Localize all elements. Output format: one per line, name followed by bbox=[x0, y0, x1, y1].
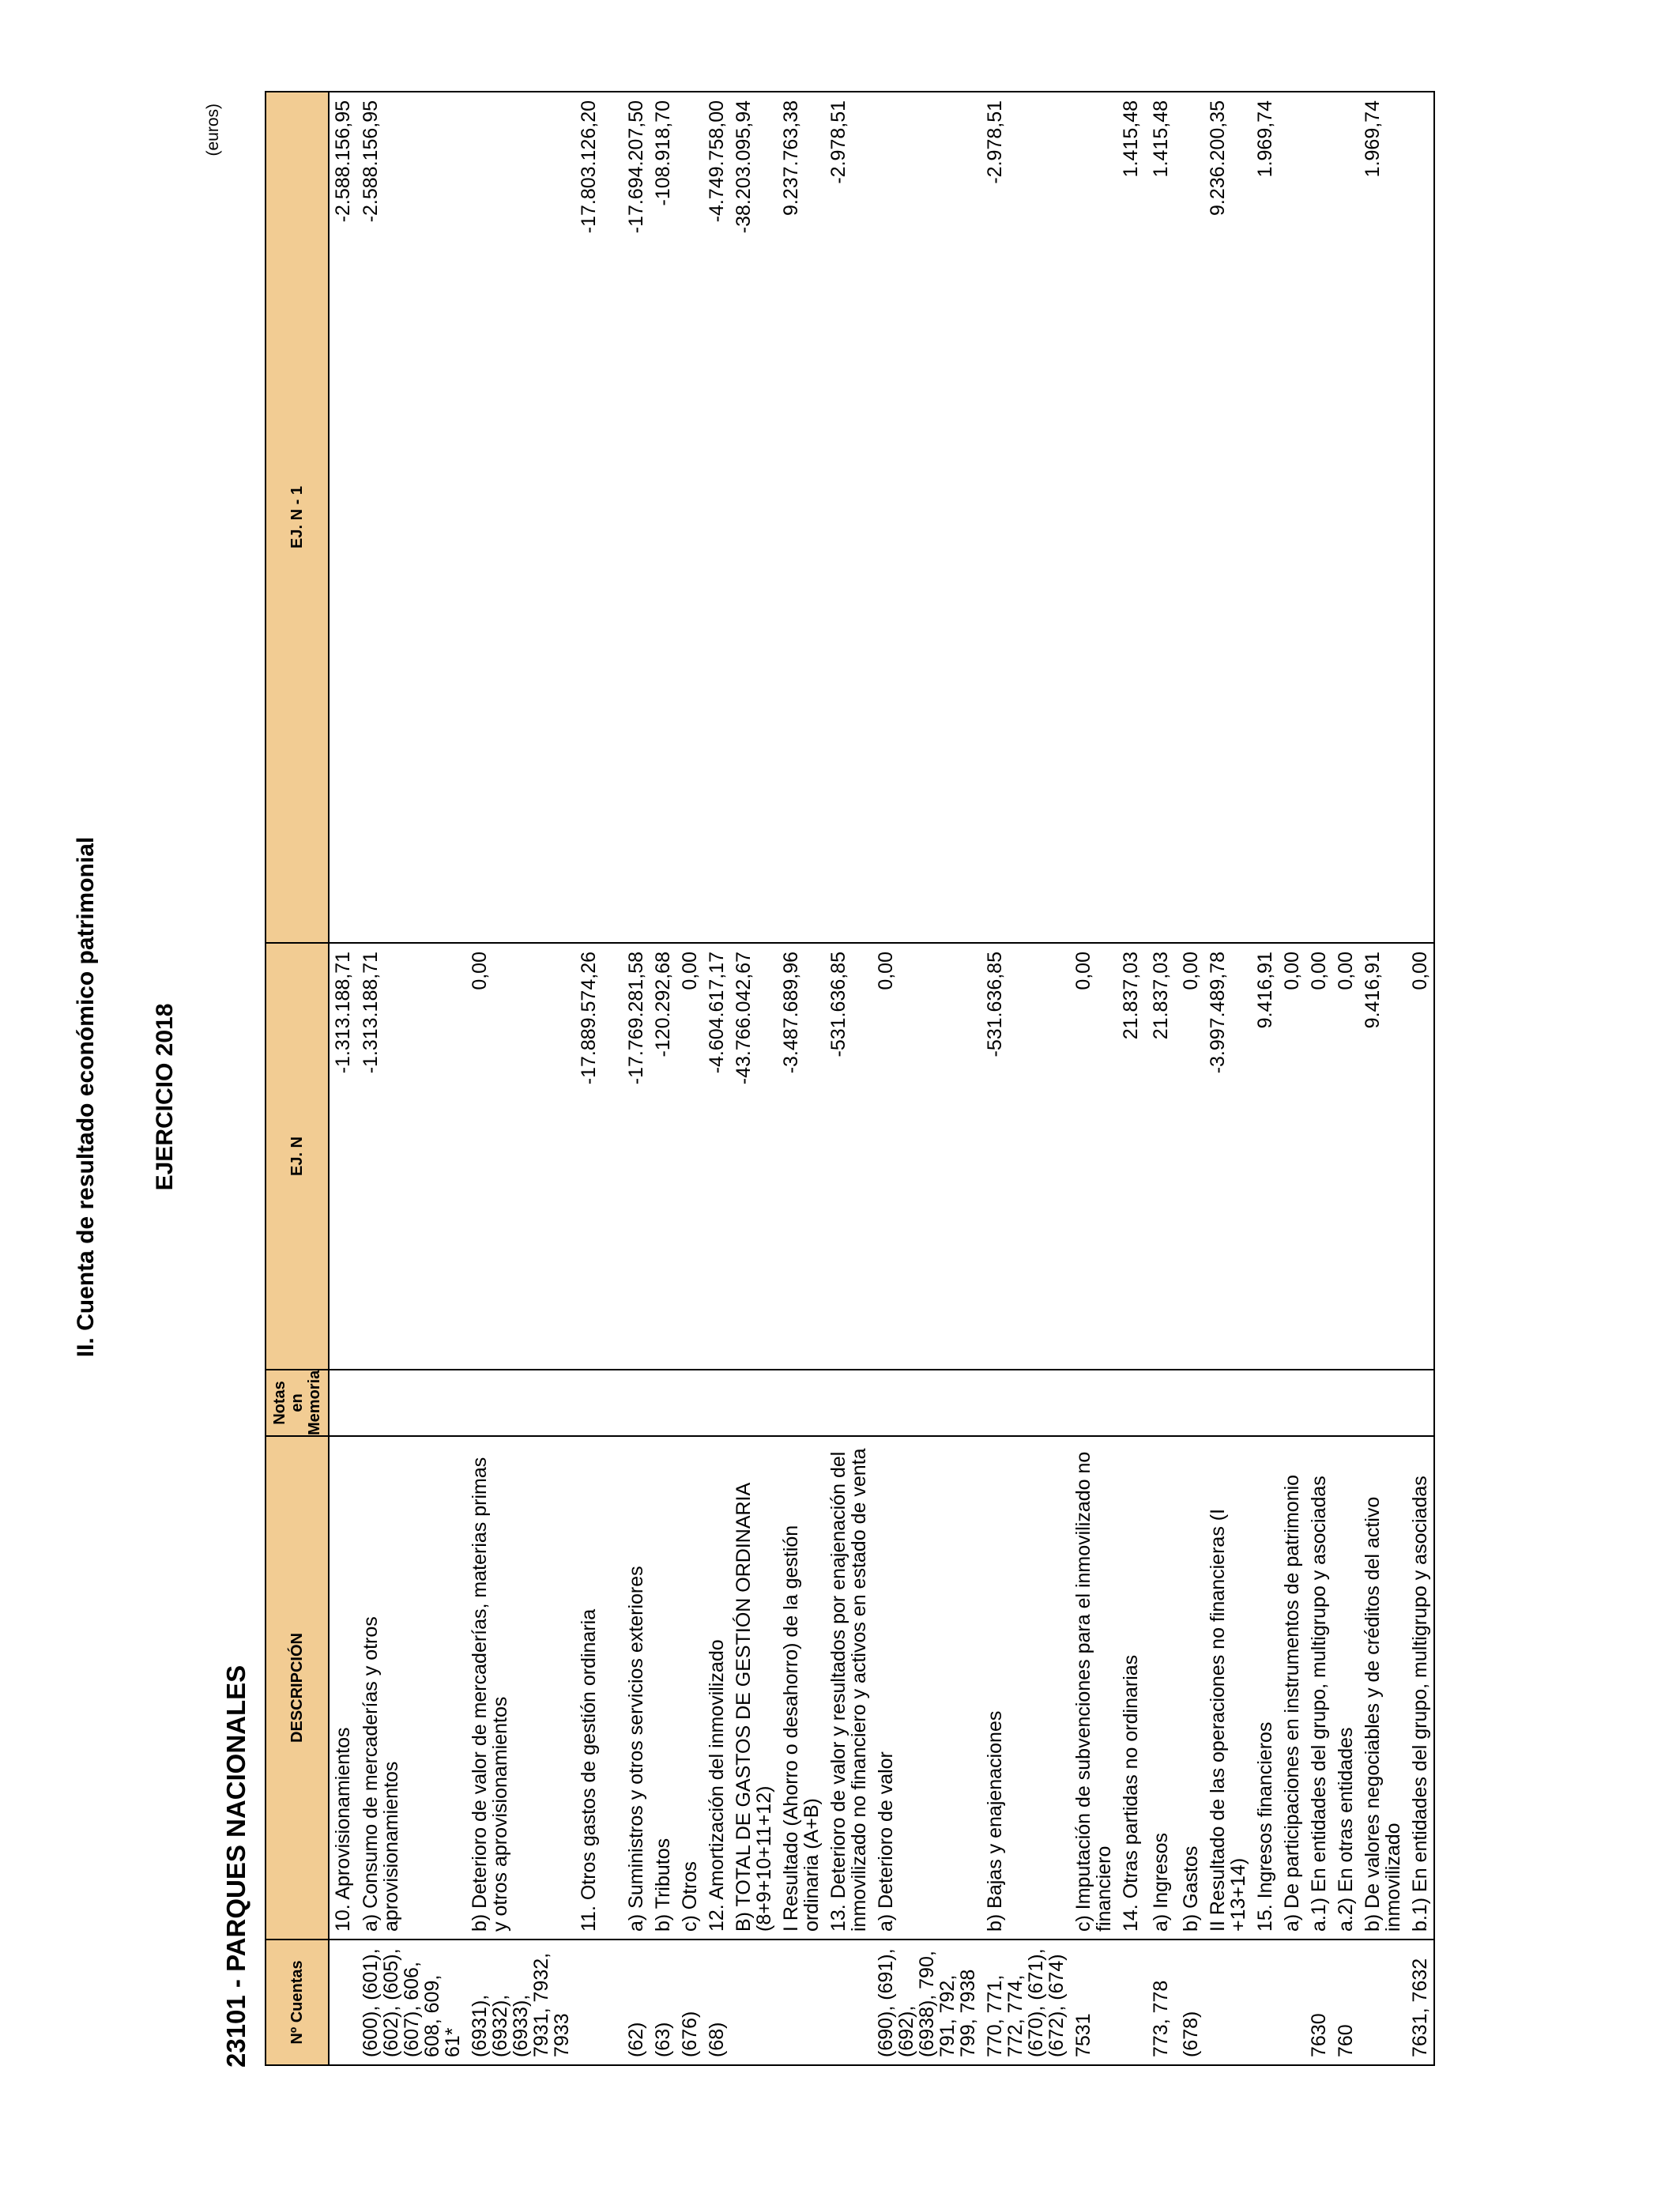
cell-accounts: 7531 bbox=[1070, 1940, 1117, 2065]
cell-accounts: (600), (601), (602), (605), (607), 606, 608, 609, 61* bbox=[357, 1940, 466, 2065]
cell-current: -1.313.188,71 bbox=[329, 943, 357, 1370]
cell-accounts: 7631, 7632 bbox=[1407, 1940, 1434, 2065]
cell-description: II Resultado de las operaciones no financieras (I +13+14) bbox=[1204, 1436, 1252, 1940]
cell-description: c) Otros bbox=[676, 1436, 703, 1940]
document-title: II. Cuenta de resultado económico patrimonial bbox=[73, 836, 99, 1358]
cell-accounts: (62) bbox=[623, 1940, 650, 2065]
cell-previous: -17.694.207,50 bbox=[623, 92, 650, 943]
cell-previous: 1.969,74 bbox=[1359, 92, 1407, 943]
cell-notes bbox=[703, 1370, 730, 1436]
cell-previous: -4.749.758,00 bbox=[703, 92, 730, 943]
table-row bbox=[1305, 92, 1332, 2065]
cell-accounts: (676) bbox=[676, 1940, 703, 2065]
cell-notes bbox=[778, 1370, 825, 1436]
cell-previous: 9.237.763,38 bbox=[778, 92, 825, 943]
cell-accounts: (63) bbox=[650, 1940, 676, 2065]
table-row bbox=[676, 92, 703, 2065]
cell-accounts bbox=[1279, 1940, 1305, 2065]
table-row bbox=[1204, 92, 1252, 2065]
cell-description: a) Deterioro de valor bbox=[872, 1436, 981, 1940]
cell-description: b) Deterioro de valor de mercaderías, materias primas y otros aprovisionamientos bbox=[466, 1436, 575, 1940]
table-row bbox=[730, 92, 778, 2065]
col-header-notes bbox=[266, 1370, 329, 1436]
cell-notes bbox=[981, 1370, 1070, 1436]
cell-notes bbox=[825, 1370, 872, 1436]
exercise-year: EJERCICIO 2018 bbox=[152, 1003, 178, 1191]
cell-description: b.1) En entidades del grupo, multigrupo y asociadas bbox=[1407, 1436, 1434, 1940]
cell-accounts: 770, 771, 772, 774, (670), (671), (672), (674) bbox=[981, 1940, 1070, 2065]
cell-current: 9.416,91 bbox=[1359, 943, 1407, 1370]
table-row bbox=[1177, 92, 1204, 2065]
cell-description: 10. Aprovisionamientos bbox=[329, 1436, 357, 1940]
cell-current: 0,00 bbox=[1279, 943, 1305, 1370]
cell-current: -43.766.042,67 bbox=[730, 943, 778, 1370]
cell-notes bbox=[1177, 1370, 1204, 1436]
col-header-accounts: Nº Cuentas bbox=[266, 1940, 329, 2065]
col-header-description: DESCRIPCIÓN bbox=[266, 1436, 329, 1940]
cell-current: 0,00 bbox=[1070, 943, 1117, 1370]
cell-notes bbox=[1359, 1370, 1407, 1436]
cell-notes bbox=[1070, 1370, 1117, 1436]
table-row bbox=[466, 92, 575, 2065]
cell-accounts bbox=[1252, 1940, 1279, 2065]
cell-notes bbox=[329, 1370, 357, 1436]
cell-previous bbox=[872, 92, 981, 943]
cell-previous bbox=[1305, 92, 1332, 943]
cell-notes bbox=[1305, 1370, 1332, 1436]
cell-previous bbox=[1279, 92, 1305, 943]
col-header-notes-line2: Memoria bbox=[306, 1370, 323, 1435]
cell-description: 14. Otras partidas no ordinarias bbox=[1117, 1436, 1147, 1940]
table-row bbox=[1359, 92, 1407, 2065]
col-header-notes-line1: Notas en bbox=[271, 1381, 306, 1425]
cell-current: 0,00 bbox=[466, 943, 575, 1370]
cell-current: 0,00 bbox=[1332, 943, 1359, 1370]
table-row bbox=[1407, 92, 1434, 2065]
cell-description: c) Imputación de subvenciones para el inmovilizado no financiero bbox=[1070, 1436, 1117, 1940]
cell-accounts bbox=[825, 1940, 872, 2065]
cell-previous bbox=[1332, 92, 1359, 943]
cell-description: B) TOTAL DE GASTOS DE GESTIÓN ORDINARIA (8+9+10+11+12) bbox=[730, 1436, 778, 1940]
cell-accounts: 773, 778 bbox=[1147, 1940, 1177, 2065]
cell-notes bbox=[1147, 1370, 1177, 1436]
cell-accounts: 7630 bbox=[1305, 1940, 1332, 2065]
table-row bbox=[1252, 92, 1279, 2065]
cell-current: -531.636,85 bbox=[825, 943, 872, 1370]
cell-description: b) Gastos bbox=[1177, 1436, 1204, 1940]
cell-accounts bbox=[1204, 1940, 1252, 2065]
table-row bbox=[1117, 92, 1147, 2065]
cell-description: a.1) En entidades del grupo, multigrupo y asociadas bbox=[1305, 1436, 1332, 1940]
cell-notes bbox=[1117, 1370, 1147, 1436]
cell-notes bbox=[676, 1370, 703, 1436]
cell-accounts bbox=[1117, 1940, 1147, 2065]
table-row bbox=[623, 92, 650, 2065]
cell-notes bbox=[623, 1370, 650, 1436]
cell-notes bbox=[1279, 1370, 1305, 1436]
cell-notes bbox=[730, 1370, 778, 1436]
cell-previous bbox=[1177, 92, 1204, 943]
cell-notes bbox=[575, 1370, 623, 1436]
cell-description: b) Bajas y enajenaciones bbox=[981, 1436, 1070, 1940]
cell-previous: 1.969,74 bbox=[1252, 92, 1279, 943]
table-row bbox=[1279, 92, 1305, 2065]
cell-current: 21.837,03 bbox=[1117, 943, 1147, 1370]
cell-previous: -2.588.156,95 bbox=[357, 92, 466, 943]
cell-previous: -2.588.156,95 bbox=[329, 92, 357, 943]
cell-description: a) De participaciones en instrumentos de patrimonio bbox=[1279, 1436, 1305, 1940]
table-row bbox=[575, 92, 623, 2065]
cell-accounts bbox=[730, 1940, 778, 2065]
cell-accounts: (68) bbox=[703, 1940, 730, 2065]
table-row bbox=[872, 92, 981, 2065]
cell-notes bbox=[872, 1370, 981, 1436]
cell-current: -3.997.489,78 bbox=[1204, 943, 1252, 1370]
cell-current: -17.769.281,58 bbox=[623, 943, 650, 1370]
income-statement-table bbox=[265, 91, 1435, 2066]
table-row bbox=[1332, 92, 1359, 2065]
cell-previous: -2.978,51 bbox=[825, 92, 872, 943]
cell-accounts: (690), (691), (692), (6938), 790, 791, 792, 799, 7938 bbox=[872, 1940, 981, 2065]
cell-notes bbox=[1407, 1370, 1434, 1436]
cell-notes bbox=[1252, 1370, 1279, 1436]
table-row bbox=[357, 92, 466, 2065]
table-row bbox=[1070, 92, 1117, 2065]
cell-notes bbox=[466, 1370, 575, 1436]
header-row bbox=[266, 92, 329, 2065]
cell-previous: 1.415,48 bbox=[1117, 92, 1147, 943]
cell-accounts bbox=[329, 1940, 357, 2065]
col-header-current-year: EJ. N bbox=[266, 943, 329, 1370]
cell-accounts bbox=[575, 1940, 623, 2065]
cell-notes bbox=[650, 1370, 676, 1436]
cell-description: a) Ingresos bbox=[1147, 1436, 1177, 1940]
table-body bbox=[329, 92, 1434, 2065]
table-row bbox=[650, 92, 676, 2065]
cell-description: b) Tributos bbox=[650, 1436, 676, 1940]
cell-description: 12. Amortización del inmovilizado bbox=[703, 1436, 730, 1940]
currency-units: (euros) bbox=[204, 104, 222, 156]
cell-current: 0,00 bbox=[1407, 943, 1434, 1370]
cell-description: b) De valores negociables y de créditos del activo inmovilizado bbox=[1359, 1436, 1407, 1940]
cell-current: 0,00 bbox=[1305, 943, 1332, 1370]
cell-current: 0,00 bbox=[676, 943, 703, 1370]
cell-description: 11. Otros gastos de gestión ordinaria bbox=[575, 1436, 623, 1940]
cell-previous: 1.415,48 bbox=[1147, 92, 1177, 943]
cell-accounts: (6931), (6932), (6933), 7931, 7932, 7933 bbox=[466, 1940, 575, 2065]
cell-description: a) Suministros y otros servicios exteriores bbox=[623, 1436, 650, 1940]
cell-description: 13. Deterioro de valor y resultados por enajenación del inmovilizado no financiero y activos en estado de venta bbox=[825, 1436, 872, 1940]
cell-description: a) Consumo de mercaderías y otros aprovisionamientos bbox=[357, 1436, 466, 1940]
table-row bbox=[1147, 92, 1177, 2065]
cell-current: -3.487.689,96 bbox=[778, 943, 825, 1370]
cell-previous bbox=[676, 92, 703, 943]
cell-accounts: (678) bbox=[1177, 1940, 1204, 2065]
cell-previous: -38.203.095,94 bbox=[730, 92, 778, 943]
cell-current: 21.837,03 bbox=[1147, 943, 1177, 1370]
cell-previous bbox=[1070, 92, 1117, 943]
cell-current: -4.604.617,17 bbox=[703, 943, 730, 1370]
entity-name: 23101 - PARQUES NACIONALES bbox=[221, 1664, 250, 2068]
cell-previous: -108.918,70 bbox=[650, 92, 676, 943]
cell-current: -17.889.574,26 bbox=[575, 943, 623, 1370]
cell-description: a.2) En otras entidades bbox=[1332, 1436, 1359, 1940]
cell-description: 15. Ingresos financieros bbox=[1252, 1436, 1279, 1940]
cell-current: 9.416,91 bbox=[1252, 943, 1279, 1370]
cell-accounts bbox=[1359, 1940, 1407, 2065]
cell-notes bbox=[1204, 1370, 1252, 1436]
table-row bbox=[825, 92, 872, 2065]
cell-previous: 9.236.200,35 bbox=[1204, 92, 1252, 943]
cell-accounts: 760 bbox=[1332, 1940, 1359, 2065]
cell-previous: -2.978,51 bbox=[981, 92, 1070, 943]
cell-current: 0,00 bbox=[1177, 943, 1204, 1370]
cell-description: I Resultado (Ahorro o desahorro) de la gestión ordinaria (A+B) bbox=[778, 1436, 825, 1940]
cell-previous bbox=[466, 92, 575, 943]
cell-current: -120.292,68 bbox=[650, 943, 676, 1370]
cell-current: 0,00 bbox=[872, 943, 981, 1370]
table-row bbox=[778, 92, 825, 2065]
cell-accounts bbox=[778, 1940, 825, 2065]
cell-notes bbox=[357, 1370, 466, 1436]
cell-notes bbox=[1332, 1370, 1359, 1436]
col-header-previous-year: EJ. N - 1 bbox=[266, 92, 329, 943]
table-row bbox=[329, 92, 357, 2065]
table-row bbox=[981, 92, 1070, 2065]
cell-current: -531.636,85 bbox=[981, 943, 1070, 1370]
cell-current: -1.313.188,71 bbox=[357, 943, 466, 1370]
cell-previous: -17.803.126,20 bbox=[575, 92, 623, 943]
cell-previous bbox=[1407, 92, 1434, 943]
table-row bbox=[703, 92, 730, 2065]
